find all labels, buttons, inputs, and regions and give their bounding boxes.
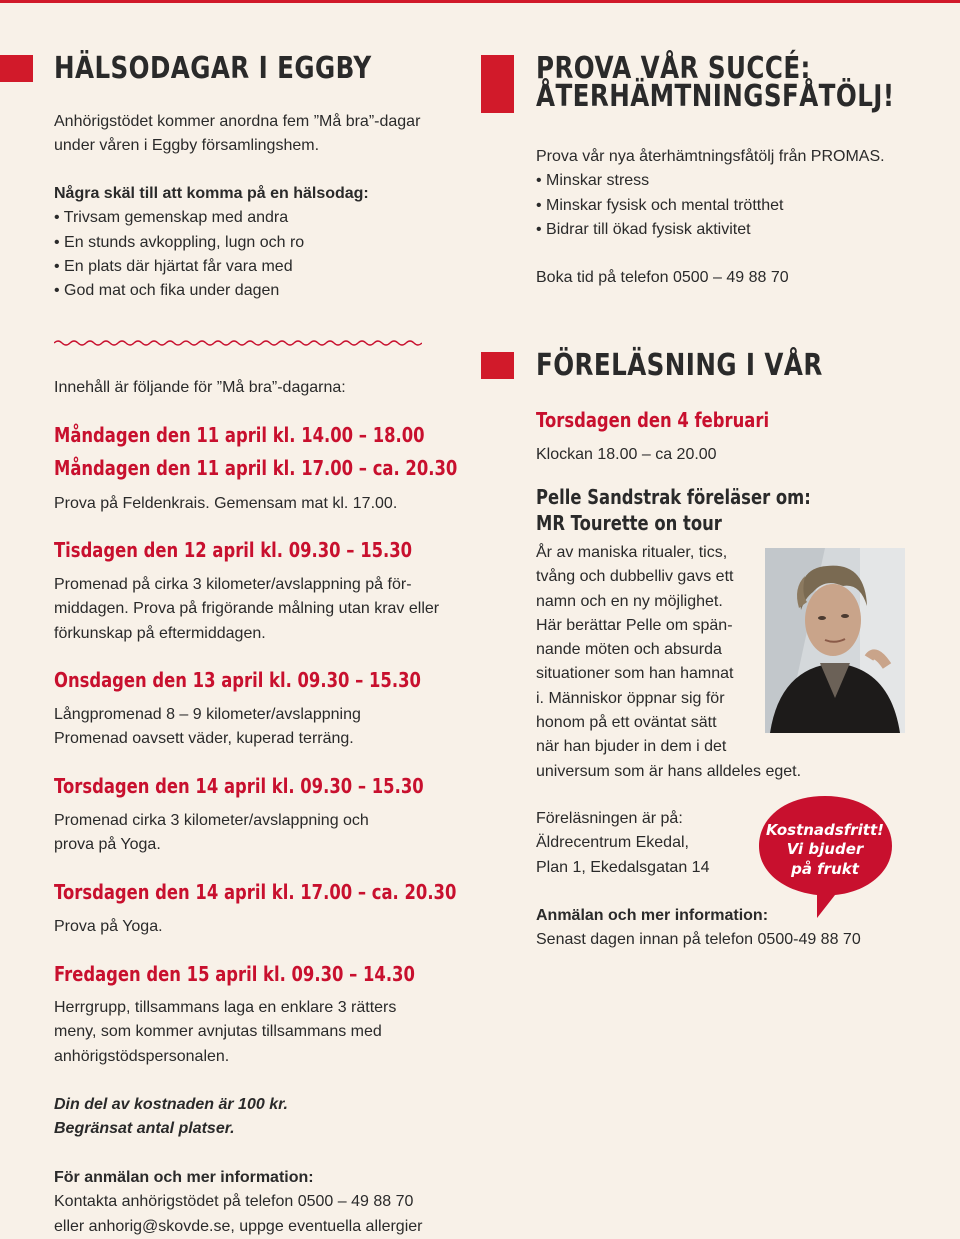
lecture-line: tvång och dubbelliv gavs ett [536,568,734,586]
reason-item: • En stunds avkoppling, lugn och ro [54,233,305,251]
lecture-date: Torsdagen den 4 februari [536,408,770,432]
signup-info [54,1166,422,1239]
venue-info [536,807,709,880]
day-description [54,996,396,1069]
reason-item: • En plats där hjärtat får vara med [54,257,293,275]
bubble-line: på frukt [791,860,859,878]
signup-heading: För anmälan och mer information: [54,1169,314,1186]
lecture-line: Här berättar Pelle om spän- [536,616,733,634]
red-marker-block [0,55,33,82]
reasons-heading: Några skäl till att komma på en hälsodag: [54,185,369,202]
halsodagar-title: HÄLSODAGAR I EGGBY [54,51,372,86]
content-heading: Innehåll är följande för ”Må bra”-dagarna: [54,379,346,396]
chair-point: • Minskar stress [536,172,650,190]
lecture-line: i. Människor öppnar sig för [536,689,725,707]
bubble-line: Kostnadsfritt! [766,821,884,839]
signup-line: eller anhorig@skovde.se, uppge eventuella allergier [54,1217,423,1235]
reason-item: • Trivsam gemenskap med andra [54,209,289,227]
lecture-time: Klockan 18.00 – ca 20.00 [536,446,717,463]
day-heading: Tisdagen den 12 april kl. 09.30 – 15.30 [54,538,413,562]
top-rule [0,0,960,3]
day-description [54,703,361,752]
day-heading: Måndagen den 11 april kl. 14.00 – 18.00 [54,423,425,447]
day-description [54,573,439,646]
chair-point: • Bidrar till ökad fysisk aktivitet [536,220,751,238]
day-line: meny, som kommer avnjutas tillsammans med [54,1023,382,1041]
day-description: Prova på Yoga. [54,918,163,935]
chair-title-line: PROVA VÅR SUCCÉ: [536,51,811,86]
chair-intro: Prova vår nya återhämtningsfåtölj från PROMAS. [536,148,885,165]
chair-booking: Boka tid på telefon 0500 – 49 88 70 [536,269,789,286]
speaker-portrait [765,548,905,733]
venue-line: Plan 1, Ekedalsgatan 14 [536,858,710,876]
reason-item: • God mat och fika under dagen [54,282,280,300]
cost-line: Begränsat antal platser. [54,1120,235,1138]
venue-line: Föreläsningen är på: [536,810,683,827]
day-line: förkunskap på eftermiddagen. [54,624,266,642]
lecture-subtitle-line: MR Tourette on tour [536,511,722,535]
cost-line: Din del av kostnaden är 100 kr. [54,1096,288,1113]
register-info [536,904,861,953]
lecture-line: universum som är hans alldeles eget. [536,762,802,780]
lecture-line: situationer som han hamnat [536,665,734,683]
day-line: Herrgrupp, tillsammans laga en enklare 3 rätters [54,999,397,1016]
intro-line: under våren i Eggby församlingshem. [54,137,320,155]
lecture-line: honom på ett oväntat sätt [536,714,717,732]
day-line: Promenad oavsett väder, kuperad terräng. [54,730,354,748]
chair-title [536,51,895,114]
intro-text [54,110,420,159]
register-heading: Anmälan och mer information: [536,907,769,924]
day-description: Prova på Feldenkrais. Gemensam mat kl. 17.00. [54,495,398,512]
reasons-list [54,182,369,303]
lecture-subtitle [536,484,811,536]
intro-line: Anhörigstödet kommer anordna fem ”Må bra”-dagar [54,113,421,130]
day-description [54,809,369,858]
bubble-line: Vi bjuder [786,840,864,858]
day-heading: Måndagen den 11 april kl. 17.00 – ca. 20.30 [54,456,458,480]
day-heading: Torsdagen den 14 april kl. 17.00 – ca. 20.30 [54,880,457,904]
lecture-line: namn och en ny möjlighet. [536,592,723,610]
red-marker-block [481,352,514,379]
signup-line: Kontakta anhörigstödet på telefon 0500 – 49 88 70 [54,1193,414,1211]
day-line: Långpromenad 8 – 9 kilometer/avslappning [54,706,361,723]
day-heading: Onsdagen den 13 april kl. 09.30 – 15.30 [54,668,421,692]
day-heading: Fredagen den 15 april kl. 09.30 – 14.30 [54,962,415,986]
lecture-line: nande möten och absurda [536,641,722,659]
register-line: Senast dagen innan på telefon 0500-49 88 70 [536,931,861,949]
cost-note [54,1093,288,1142]
lecture-title: FÖRELÄSNING I VÅR [536,348,823,383]
chair-title-line: ÅTERHÄMTNINGSFÅTÖLJ! [536,79,895,114]
day-line: anhörigstödspersonalen. [54,1047,230,1065]
speaker-photo [765,548,905,733]
chair-point: • Minskar fysisk och mental trötthet [536,196,784,214]
day-heading: Torsdagen den 14 april kl. 09.30 – 15.30 [54,774,424,798]
lecture-body [536,541,801,784]
red-marker-block [481,55,514,113]
lecture-line: när han bjuder in dem i det [536,738,727,756]
venue-line: Äldrecentrum Ekedal, [536,834,689,852]
free-speech-bubble [755,792,895,920]
day-line: Promenad på cirka 3 kilometer/avslappning på för- [54,576,412,593]
day-line: prova på Yoga. [54,836,161,854]
lecture-subtitle-line: Pelle Sandstrak föreläser om: [536,485,811,509]
day-line: Promenad cirka 3 kilometer/avslappning och [54,812,369,829]
chair-info [536,145,885,242]
day-line: middagen. Prova på frigörande målning utan krav eller [54,600,440,618]
wavy-divider [54,338,422,348]
lecture-line: År av maniska ritualer, tics, [536,544,728,561]
